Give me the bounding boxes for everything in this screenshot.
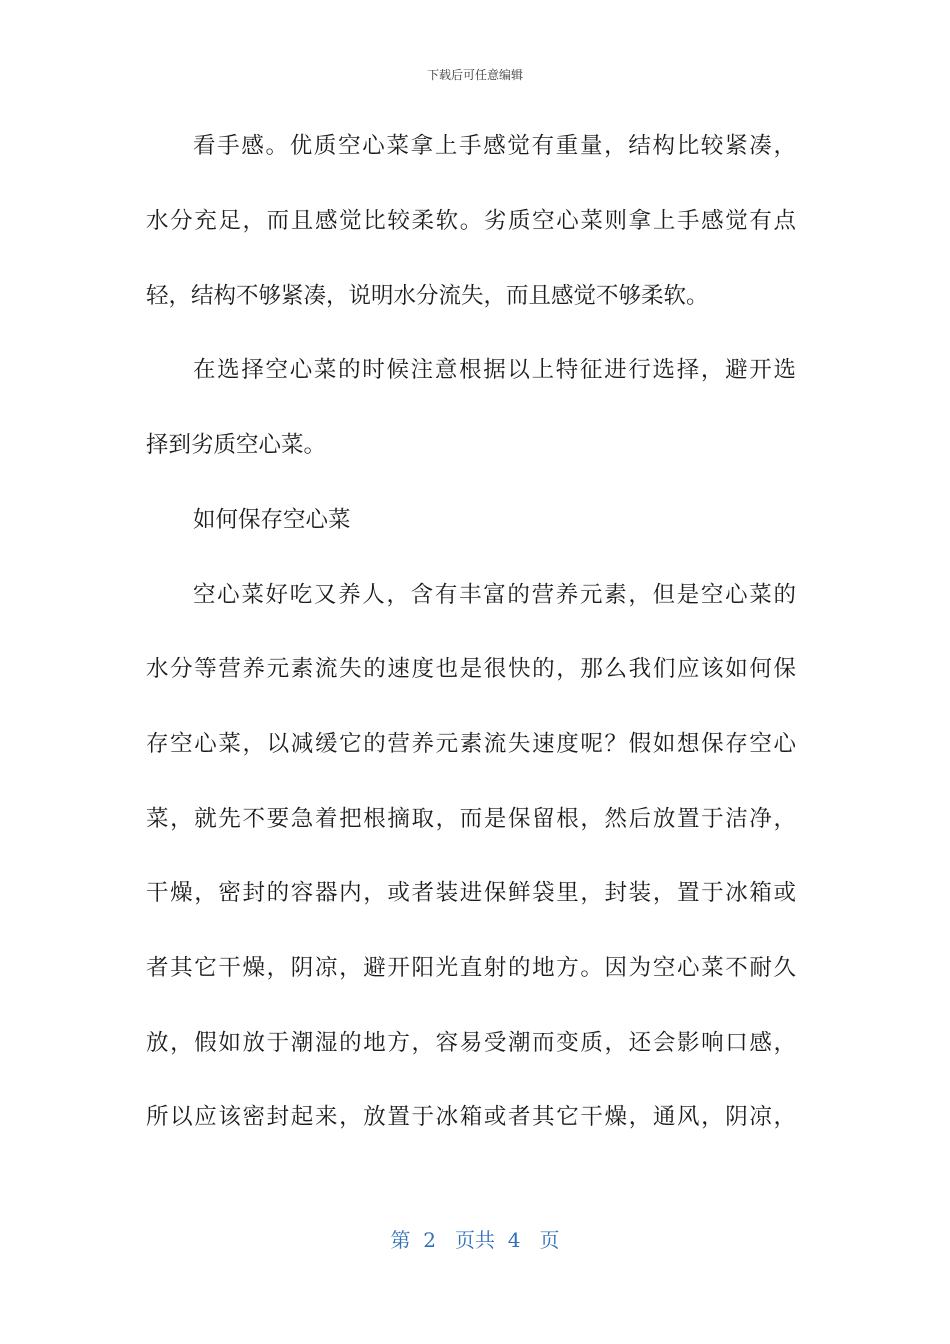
paragraph-4-line-7: 放，假如放于潮湿的地方，容易受潮而变质，还会影响口感， [146, 1030, 796, 1056]
paragraph-4-line-8: 所以应该密封起来，放置于冰箱或者其它干燥，通风，阴凉， [146, 1104, 796, 1130]
paragraph-1-line-1: 看手感。优质空心菜拿上手感觉有重量，结构比较紧凑， [193, 133, 796, 159]
paragraph-4-line-1: 空心菜好吃又养人，含有丰富的营养元素，但是空心菜的 [193, 582, 796, 608]
page-footer-page-number: 第 2 页共 4 页 [390, 1228, 560, 1252]
paragraph-4-line-6: 者其它干燥，阴凉，避开阳光直射的地方。因为空心菜不耐久 [146, 955, 796, 981]
paragraph-4-line-5: 干燥，密封的容器内，或者装进保鲜袋里，封装，置于冰箱或 [146, 880, 796, 906]
paragraph-4-line-3: 存空心菜，以减缓它的营养元素流失速度呢？假如想保存空心 [146, 731, 796, 757]
paragraph-4-line-4: 菜，就先不要急着把根摘取，而是保留根，然后放置于洁净， [146, 806, 796, 832]
paragraph-1-line-3: 轻，结构不够紧凑，说明水分流失，而且感觉不够柔软。 [146, 283, 709, 309]
paragraph-1-line-2: 水分充足，而且感觉比较柔软。劣质空心菜则拿上手感觉有点 [146, 208, 796, 234]
paragraph-2-line-1: 在选择空心菜的时候注意根据以上特征进行选择，避开选 [193, 357, 796, 383]
section-heading: 如何保存空心菜 [193, 507, 351, 533]
paragraph-2-line-2: 择到劣质空心菜。 [146, 432, 327, 458]
paragraph-4-line-2: 水分等营养元素流失的速度也是很快的，那么我们应该如何保 [146, 656, 796, 682]
page-header: 下载后可任意编辑 [426, 68, 523, 82]
